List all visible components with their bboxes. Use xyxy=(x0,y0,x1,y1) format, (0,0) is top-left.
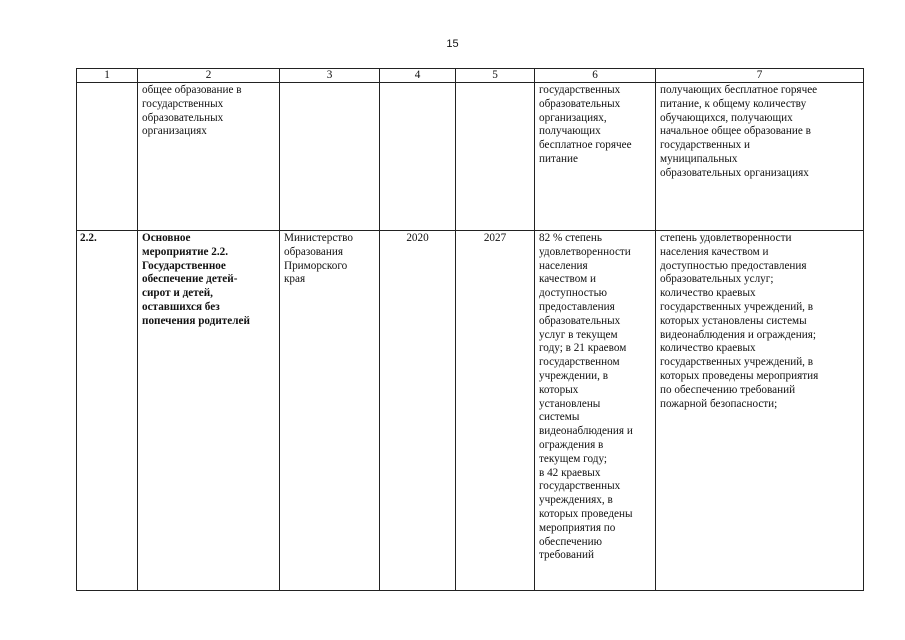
expected-result-cell: государственных образовательных организациях, получающих бесплатное горячее питание xyxy=(535,83,656,231)
indicators-cell: получающих бесплатное горячее питание, к общему количеству обучающихся, получающих начальное общее образование в государственных и муниципальных образовательных организациях xyxy=(656,83,864,231)
executor-cell xyxy=(280,83,380,231)
table-row xyxy=(77,83,864,231)
table-header-row xyxy=(77,69,864,83)
column-header-5: 5 xyxy=(456,69,535,83)
page-number: 15 xyxy=(446,38,459,50)
start-year-cell: 2020 xyxy=(380,231,456,591)
column-header-7: 7 xyxy=(656,69,864,83)
program-table xyxy=(76,68,864,591)
indicators-cell: степень удовлетворенности населения качеством и доступностью предоставления образовательных услуг; количество краевых государственных учреждений, в которых установлены системы видеонаблюдения и ограждения; количество краевых государственных учреждений, в которых проведены мероприятия по обеспечению требований пожарной безопасности; xyxy=(656,231,864,591)
table-row xyxy=(77,231,864,591)
column-header-2: 2 xyxy=(138,69,280,83)
row-number-cell xyxy=(77,83,138,231)
executor-cell: Министерство образования Приморского края xyxy=(280,231,380,591)
column-header-3: 3 xyxy=(280,69,380,83)
end-year-cell xyxy=(456,83,535,231)
start-year-cell xyxy=(380,83,456,231)
measure-name-cell: Основное мероприятие 2.2. Государственное обеспечение детей- сирот и детей, оставшихся без попечения родителей xyxy=(138,231,280,591)
expected-result-cell: 82 % степень удовлетворенности населения качеством и доступностью предоставления образовательных услуг в текущем году; в 21 краевом государственном учреждении, в которых установлены системы видеонаблюдения и ограждения в текущем году; в 42 краевых государственных учреждениях, в которых проведены мероприятия по обеспечению требований xyxy=(535,231,656,591)
end-year-cell: 2027 xyxy=(456,231,535,591)
column-header-6: 6 xyxy=(535,69,656,83)
column-header-4: 4 xyxy=(380,69,456,83)
column-header-1: 1 xyxy=(77,69,138,83)
row-number-cell: 2.2. xyxy=(77,231,138,591)
measure-name-cell: общее образование в государственных образовательных организациях xyxy=(138,83,280,231)
